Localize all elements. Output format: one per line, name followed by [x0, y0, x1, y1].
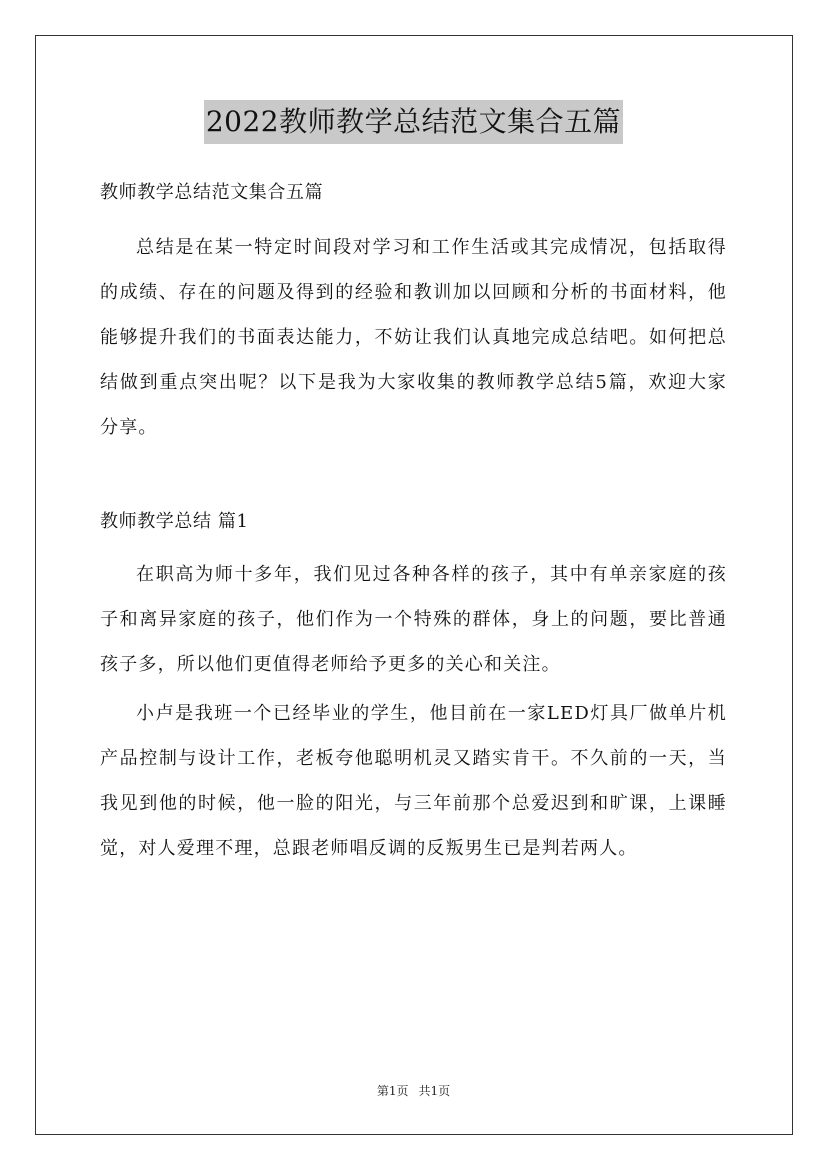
document-subtitle: 教师教学总结范文集合五篇 [100, 182, 324, 203]
section-paragraph: 在职高为师十多年，我们见过各种各样的孩子，其中有单亲家庭的孩子和离异家庭的孩子，他们作为一个特殊的群体，身上的问题，要比普通孩子多，所以他们更值得老师给予更多的关心和关注。 [100, 564, 727, 675]
title-container [0, 100, 827, 144]
page-number: 第1页 [376, 1084, 409, 1098]
page-footer [0, 1083, 827, 1099]
page-count: 共1页 [418, 1084, 451, 1098]
document-body [100, 175, 727, 871]
section-heading: 教师教学总结 篇1 [100, 511, 249, 532]
section-spacer [100, 450, 727, 504]
intro-paragraph: 总结是在某一特定时间段对学习和工作生活或其完成情况，包括取得的成绩、存在的问题及得到的经验和教训加以回顾和分析的书面材料，他能够提升我们的书面表达能力，不妨让我们认真地完成总结吧。如何把总结做到重点突出呢？以下是我为大家收集的教师教学总结5篇，欢迎大家分享。 [100, 237, 727, 438]
section-paragraph: 小卢是我班一个已经毕业的学生，他目前在一家LED灯具厂做单片机产品控制与设计工作，老板夸他聪明机灵又踏实肯干。不久前的一天，当我见到他的时候，他一脸的阳光，与三年前那个总爱迟到和旷课，上课睡觉，对人爱理不理，总跟老师唱反调的反叛男生已是判若两人。 [100, 703, 727, 859]
document-title: 2022教师教学总结范文集合五篇 [204, 100, 623, 144]
